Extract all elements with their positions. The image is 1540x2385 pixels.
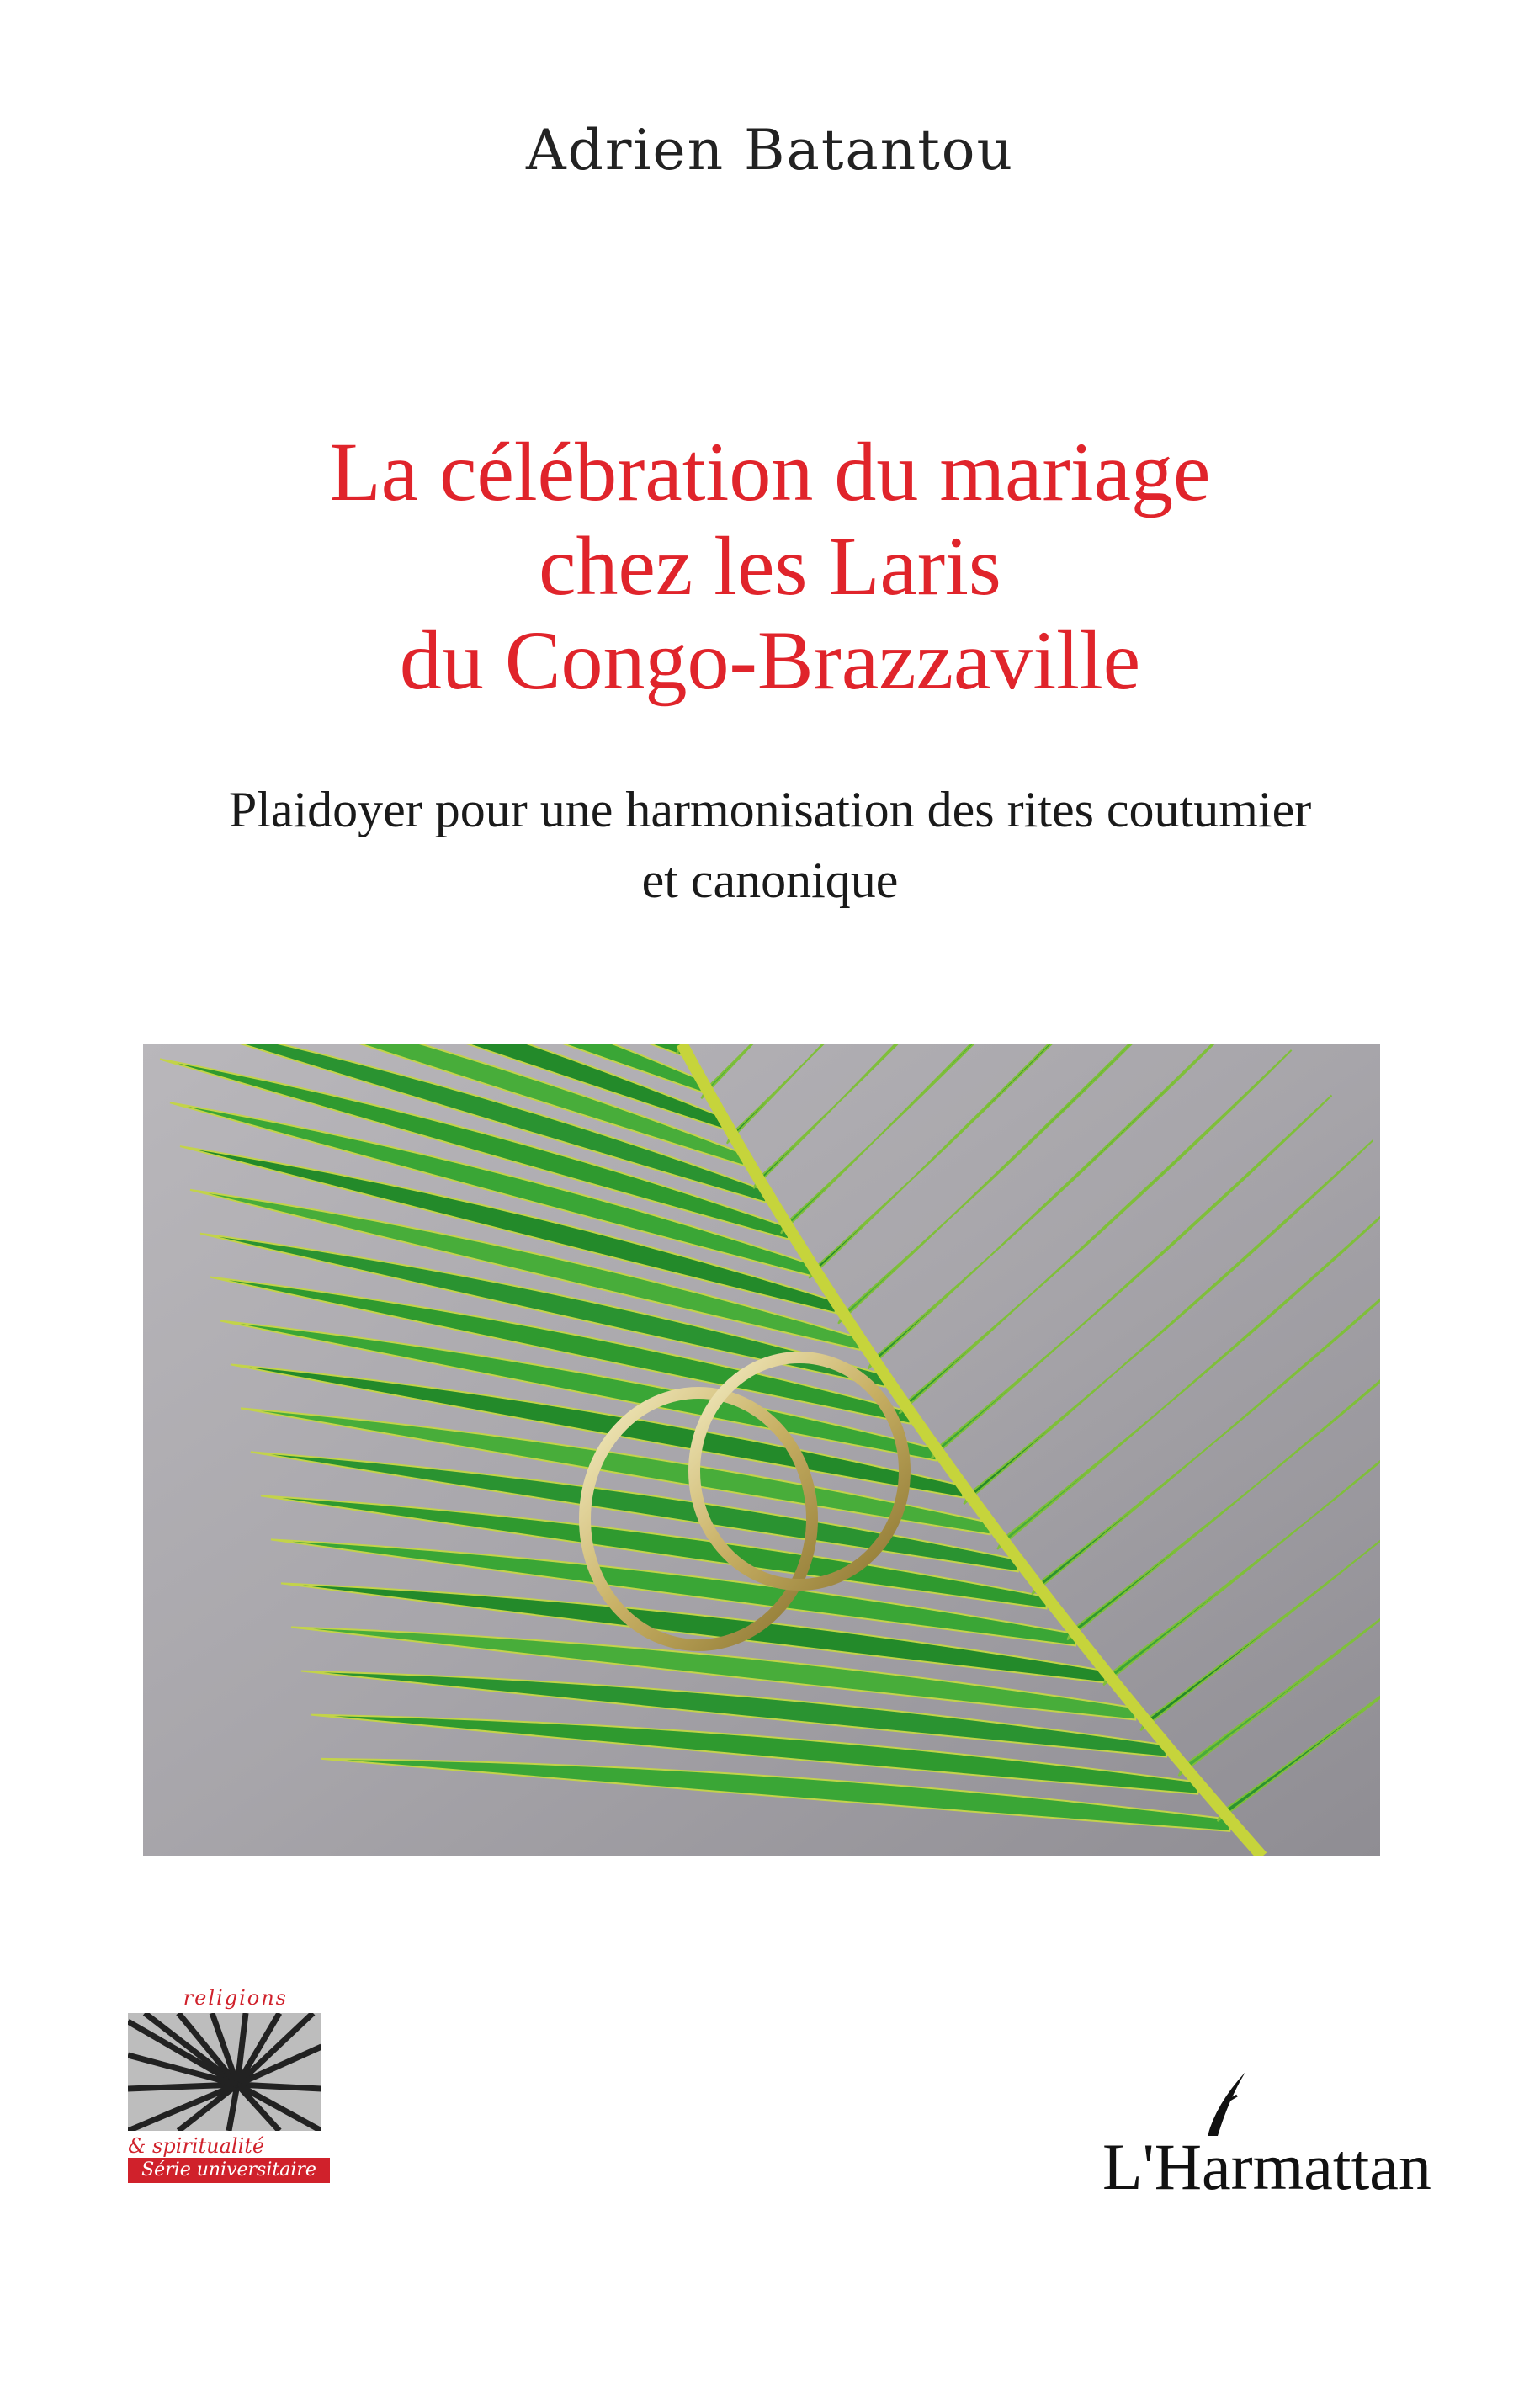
publisher-logo <box>1102 2070 1439 2205</box>
series-band-label: Série universitaire <box>128 2158 330 2183</box>
quill-icon <box>1199 2070 1250 2138</box>
title-line-2: chez les Laris <box>539 519 1001 613</box>
book-subtitle <box>0 774 1540 916</box>
starburst-icon <box>128 2013 321 2131</box>
subtitle-line-2: et canonique <box>641 853 899 908</box>
palm-leaf-rings-illustration <box>143 1044 1380 1856</box>
series-logo <box>128 1986 330 2180</box>
cover-photo <box>143 1044 1380 1856</box>
author-name: Adrien Batantou <box>525 118 1015 183</box>
series-bottom-label: & spiritualité <box>128 2134 265 2158</box>
publisher-name: L'Harmattan <box>1102 2130 1431 2203</box>
title-line-3: du Congo-Brazzaville <box>399 614 1141 707</box>
subtitle-line-1: Plaidoyer pour une harmonisation des rites coutumier <box>228 782 1312 837</box>
title-line-1: La célébration du mariage <box>329 425 1211 518</box>
book-title <box>0 425 1540 708</box>
series-top-label: religions <box>183 1986 288 2010</box>
